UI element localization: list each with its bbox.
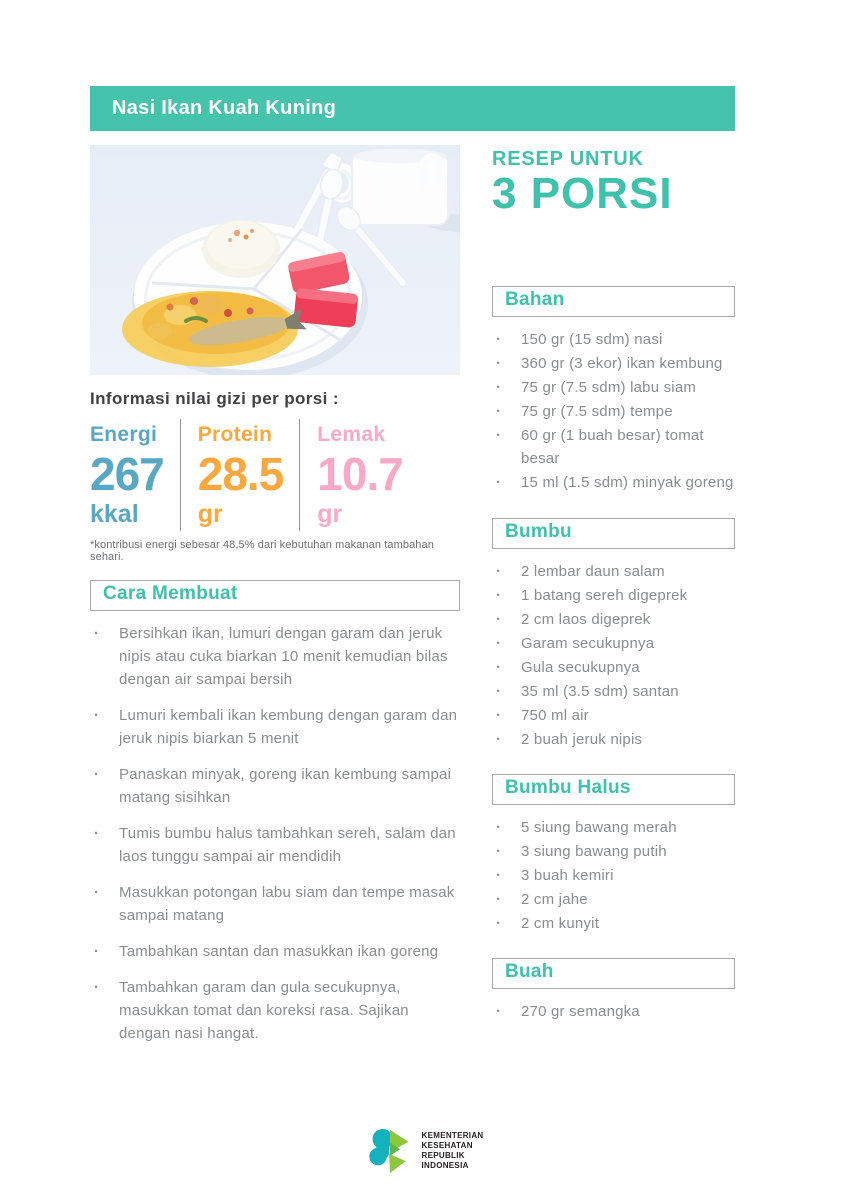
section-title-cara-membuat: Cara Membuat bbox=[103, 582, 238, 604]
nutrition-lemak bbox=[299, 419, 419, 531]
servings-label: RESEP UNTUK bbox=[492, 148, 644, 170]
list-item: · 2 cm laos digeprek bbox=[492, 608, 735, 631]
steps-list bbox=[90, 622, 460, 1045]
section-title-bumbu: Bumbu bbox=[505, 521, 572, 543]
footer bbox=[0, 1126, 850, 1176]
left-column bbox=[90, 145, 460, 1058]
list-item: · Gula secukupnya bbox=[492, 656, 735, 679]
list-item: · 75 gr (7.5 sdm) labu siam bbox=[492, 376, 735, 399]
list-item: · 5 siung bawang merah bbox=[492, 816, 735, 839]
nutrition-lemak-value: 10.7 bbox=[317, 448, 403, 500]
list-item: · 750 ml air bbox=[492, 704, 735, 727]
list-item: · 2 cm kunyit bbox=[492, 912, 735, 935]
list-item: · 1 batang sereh digeprek bbox=[492, 584, 735, 607]
logo-text-line: REPUBLIK bbox=[421, 1151, 465, 1160]
list-item: · 360 gr (3 ekor) ikan kembung bbox=[492, 352, 735, 375]
nutrition-row bbox=[90, 419, 460, 531]
servings-value: 3 PORSI bbox=[492, 169, 673, 218]
step-item: · Tambahkan santan dan masukkan ikan goreng bbox=[90, 940, 460, 963]
list-item: · 75 gr (7.5 sdm) tempe bbox=[492, 400, 735, 423]
nutrition-energi bbox=[90, 419, 180, 531]
nutrition-protein-unit: gr bbox=[197, 499, 223, 528]
nutrition-protein-value: 28.5 bbox=[197, 448, 284, 500]
list-item: · 35 ml (3.5 sdm) santan bbox=[492, 680, 735, 703]
list-item: · 15 ml (1.5 sdm) minyak goreng bbox=[492, 471, 735, 494]
list-item: · 2 cm jahe bbox=[492, 888, 735, 911]
logo-text-line: INDONESIA bbox=[421, 1161, 469, 1170]
list-item: · 270 gr semangka bbox=[492, 1000, 735, 1023]
step-item: · Bersihkan ikan, lumuri dengan garam dan jeruk nipis atau cuka biarkan 10 menit kemudian bilas dengan air sampai bersih bbox=[90, 622, 460, 691]
list-item: · 3 siung bawang putih bbox=[492, 840, 735, 863]
step-item: · Tumis bumbu halus tambahkan sereh, salam dan laos tunggu sampai air mendidih bbox=[90, 822, 460, 868]
nutrition-energi-label: Energi bbox=[90, 423, 158, 446]
right-column bbox=[492, 148, 735, 1024]
list-item: · 60 gr (1 buah besar) tomat besar bbox=[492, 424, 735, 470]
logo-text-line: KESEHATAN bbox=[421, 1141, 473, 1150]
nutrition-energi-value: 267 bbox=[90, 448, 164, 500]
bahan-list bbox=[492, 328, 735, 494]
section-title-bahan: Bahan bbox=[505, 289, 565, 311]
buah-list bbox=[492, 1000, 735, 1023]
nutrition-protein bbox=[180, 419, 300, 531]
step-item: · Lumuri kembali ikan kembung dengan garam dan jeruk nipis biarkan 5 menit bbox=[90, 704, 460, 750]
section-header-cara-membuat bbox=[90, 580, 460, 611]
list-item: · 2 buah jeruk nipis bbox=[492, 728, 735, 751]
section-header-buah bbox=[492, 958, 735, 989]
nutrition-energi-unit: kkal bbox=[90, 499, 139, 528]
section-header-bumbu bbox=[492, 518, 735, 549]
step-item: · Tambahkan garam dan gula secukupnya, masukkan tomat dan koreksi rasa. Sajikan dengan nasi hangat. bbox=[90, 976, 460, 1045]
list-item: · 2 lembar daun salam bbox=[492, 560, 735, 583]
step-item: · Masukkan potongan labu siam dan tempe masak sampai matang bbox=[90, 881, 460, 927]
bumbu-list bbox=[492, 560, 735, 751]
recipe-title-bar bbox=[90, 86, 735, 131]
nutrition-lemak-label: Lemak bbox=[317, 423, 386, 446]
recipe-title: Nasi Ikan Kuah Kuning bbox=[112, 97, 337, 119]
logo-text-line: KEMENTERIAN bbox=[421, 1131, 484, 1140]
nutrition-lemak-unit: gr bbox=[317, 499, 343, 528]
dish-photo bbox=[90, 145, 460, 375]
step-item: · Panaskan minyak, goreng ikan kembung sampai matang sisihkan bbox=[90, 763, 460, 809]
section-title-buah: Buah bbox=[505, 961, 554, 983]
kemenkes-logo-icon bbox=[367, 1126, 413, 1176]
footer-logo-text bbox=[422, 1131, 484, 1171]
section-header-bumbu-halus bbox=[492, 774, 735, 805]
list-item: · Garam secukupnya bbox=[492, 632, 735, 655]
energy-footnote: *kontribusi energi sebesar 48,5% dari kebutuhan makanan tambahan sehari. bbox=[90, 538, 434, 563]
list-item: · 3 buah kemiri bbox=[492, 864, 735, 887]
section-title-bumbu-halus: Bumbu Halus bbox=[505, 777, 631, 799]
bumbu-halus-list bbox=[492, 816, 735, 935]
section-header-bahan bbox=[492, 286, 735, 317]
nutrition-heading: Informasi nilai gizi per porsi : bbox=[90, 389, 339, 408]
list-item: · 150 gr (15 sdm) nasi bbox=[492, 328, 735, 351]
nutrition-protein-label: Protein bbox=[197, 423, 273, 446]
